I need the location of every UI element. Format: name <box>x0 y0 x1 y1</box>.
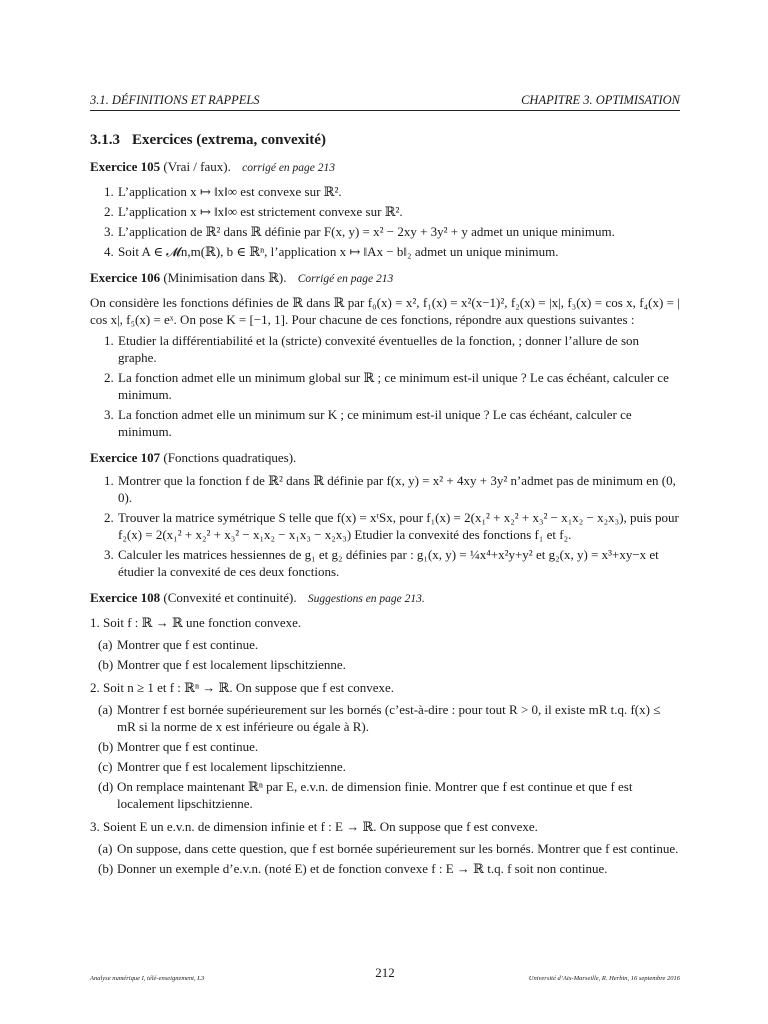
footer-author-date: Université d’Aix-Marseille, R. Herbin, 16 septembre 2016 <box>528 975 680 982</box>
header-rule <box>90 110 680 111</box>
list-item: 3. La fonction admet elle un minimum sur K ; ce minimum est-il unique ? Le cas échéant, calculer ce minimum. <box>104 407 632 439</box>
list-item: (d) On remplace maintenant ℝⁿ par E, e.v.n. de dimension finie. Montrer que f est continue et que f est localement lipschitzienne. <box>98 779 633 811</box>
list-item: 1. Montrer que la fonction f de ℝ² dans ℝ définie par f(x, y) = x² + 4xy + 3y² n’admet pas de minimum en (0, 0). <box>104 473 676 505</box>
list-item: 1. L’application x ↦ ‖x‖∞ est convexe sur ℝ². <box>104 184 342 199</box>
exercise-108-suggestions-link[interactable]: Suggestions en page 213. <box>307 593 425 605</box>
exercise-108-part-2-title: 2. Soit n ≥ 1 et f : ℝⁿ → ℝ. On suppose que f est convexe. <box>90 680 394 695</box>
exercise-105-list <box>90 183 680 260</box>
exercise-105-topic: (Vrai / faux). <box>163 159 231 174</box>
page-number: 212 <box>375 965 395 980</box>
section-heading <box>90 132 680 149</box>
exercise-108-label: Exercice 108 <box>90 590 161 605</box>
exercise-106-topic: (Minimisation dans ℝ). <box>163 270 287 285</box>
exercise-106-label: Exercice 106 <box>90 270 161 285</box>
exercise-108-part-1-title: 1. Soit f : ℝ → ℝ une fonction convexe. <box>90 615 302 630</box>
list-item: 2. L’application x ↦ ‖x‖∞ est strictement convexe sur ℝ². <box>104 204 403 219</box>
footer-course-title: Analyse numérique I, télé-enseignement, L3 <box>90 975 205 982</box>
header-section-title: 3.1. DÉFINITIONS ET RAPPELS <box>90 93 260 107</box>
list-item: (b) Montrer que f est localement lipschitzienne. <box>98 657 346 672</box>
list-item: 2. La fonction admet elle un minimum global sur ℝ ; ce minimum est-il unique ? Le cas échéant, calculer ce minimum. <box>104 370 669 402</box>
list-item: (a) Montrer que f est continue. <box>98 637 259 652</box>
header-chapter-title: CHAPITRE 3. OPTIMISATION <box>521 93 680 107</box>
list-item: (a) Montrer f est bornée supérieurement sur les bornés (c’est-à-dire : pour tout R > 0, il existe mR t.q. f(x) ≤ mR si la norme de x est inférieure ou égale à R). <box>98 702 661 734</box>
list-item: 3. L’application de ℝ² dans ℝ définie par F(x, y) = x² − 2xy + 3y² + y admet un unique minimum. <box>104 224 615 239</box>
exercise-106-intro: On considère les fonctions définies de ℝ dans ℝ par f₀(x) = x², f₁(x) = x²(x−1)², f₂(x) = |x|, f₃(x) = cos x, f₄(x) = | cos x|, f₅(x) = eˣ. On pose K = [−1, 1]. Pour chacune de ces fonctions, répondre aux questions suivantes : <box>90 295 680 327</box>
exercise-106-heading <box>90 269 680 288</box>
exercise-106-correction-link[interactable]: Corrigé en page 213 <box>297 273 394 285</box>
list-item: (c) Montrer que f est localement lipschitzienne. <box>98 759 346 774</box>
list-item: (a) On suppose, dans cette question, que f est bornée supérieurement sur les bornés. Montrer que f est continue. <box>98 841 679 856</box>
exercise-107-list <box>90 472 680 580</box>
list-item: (b) Montrer que f est continue. <box>98 739 259 754</box>
exercise-107-heading <box>90 449 680 466</box>
list-item: (b) Donner un exemple d’e.v.n. (noté E) et de fonction convexe f : E → ℝ t.q. f soit non continue. <box>98 861 608 876</box>
exercise-105-label: Exercice 105 <box>90 159 161 174</box>
exercise-105-correction-link[interactable]: corrigé en page 213 <box>242 162 336 174</box>
section-title: Exercices (extrema, convexité) <box>132 132 326 148</box>
list-item: 4. Soit A ∈ 𝓜n,m(ℝ), b ∈ ℝⁿ, l’application x ↦ ‖Ax − b‖₂ admet un unique minimum. <box>104 244 559 259</box>
exercise-108-part-3-title: 3. Soient E un e.v.n. de dimension infinie et f : E → ℝ. On suppose que f est convexe. <box>90 819 538 834</box>
document-page <box>90 0 680 1024</box>
exercise-108-part-1-list <box>90 636 680 673</box>
exercise-108-topic: (Convexité et continuité). <box>163 590 297 605</box>
exercise-108-part-2-list <box>90 701 680 812</box>
list-item: 1. Etudier la différentiabilité et la (stricte) convexité éventuelles de la fonction, ; donner l’allure de son graphe. <box>104 333 640 365</box>
exercise-108-part-3-list <box>90 840 680 877</box>
page-content <box>90 132 680 883</box>
exercise-108-heading <box>90 589 680 608</box>
exercise-107-topic: (Fonctions quadratiques). <box>163 450 297 465</box>
exercise-105-heading <box>90 158 680 177</box>
exercise-106-list <box>90 332 680 440</box>
section-number: 3.1.3 <box>90 132 120 148</box>
list-item: 3. Calculer les matrices hessiennes de g₁ et g₂ définies par : g₁(x, y) = ¼x⁴+x²y+y² et g₂(x, y) = x³+xy−x et étudier la convexité de ces deux fonctions. <box>104 547 659 579</box>
exercise-107-label: Exercice 107 <box>90 450 161 465</box>
list-item: 2. Trouver la matrice symétrique S telle que f(x) = xᵗSx, pour f₁(x) = 2(x₁² + x₂² + x₃² − x₁x₂ − x₂x₃), puis pour f₂(x) = 2(x₁² + x₂² + x₃² − x₁x₂ − x₁x₃ − x₂x₃) Etudier la convexité des fonctions f₁ et f₂. <box>104 510 679 542</box>
